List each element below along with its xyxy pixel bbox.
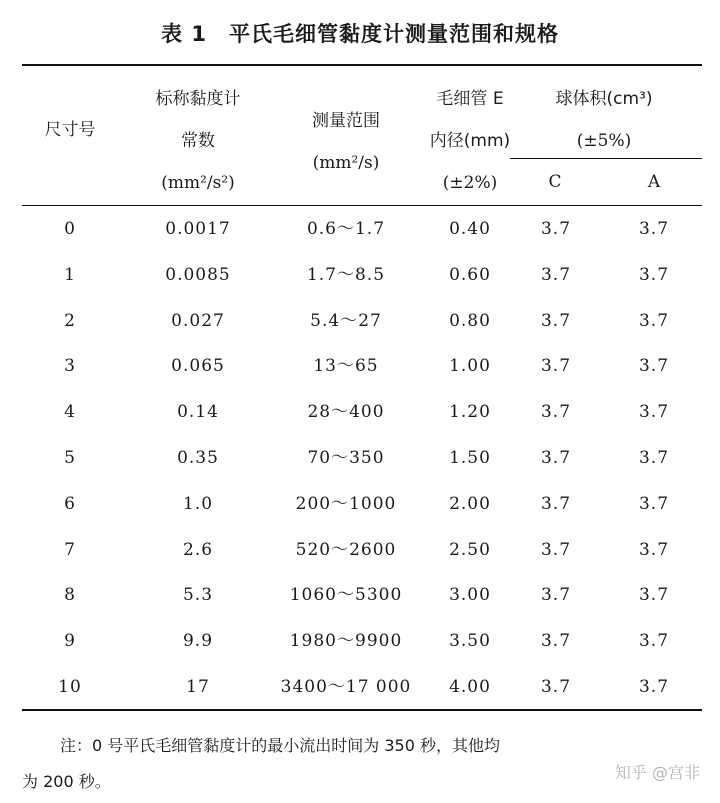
cell-bulb-a: 3.7 <box>638 402 670 423</box>
cell-nominal-constant: 0.14 <box>177 402 219 423</box>
cell-capillary-diameter: 0.80 <box>449 310 491 331</box>
header-range-line1: 测量范围 <box>312 111 380 131</box>
cell-capillary-diameter: 3.00 <box>449 585 491 606</box>
header-bulb-tol: (±5%) <box>576 131 632 151</box>
cell-size-no: 1 <box>64 264 76 285</box>
cell-measuring-range: 70～350 <box>307 448 385 468</box>
table-row <box>22 206 702 252</box>
cell-bulb-a: 3.7 <box>638 448 670 468</box>
cell-nominal-constant: 0.35 <box>177 448 219 468</box>
header-bulb-a: A <box>647 172 661 192</box>
cell-measuring-range: 1980～9900 <box>289 631 403 652</box>
cell-capillary-diameter: 4.00 <box>449 677 491 697</box>
cell-bulb-c: 3.7 <box>540 585 572 606</box>
header-range-unit: (mm²/s) <box>312 153 380 173</box>
table-bottom-rule <box>22 709 702 711</box>
cell-capillary-diameter: 3.50 <box>449 631 491 652</box>
cell-nominal-constant: 5.3 <box>182 585 214 606</box>
cell-nominal-constant: 2.6 <box>182 539 214 560</box>
cell-bulb-c: 3.7 <box>540 448 572 468</box>
cell-measuring-range: 13～65 <box>313 356 379 377</box>
cell-measuring-range: 1060～5300 <box>289 585 403 606</box>
cell-bulb-a: 3.7 <box>638 539 670 560</box>
cell-size-no: 9 <box>64 631 76 652</box>
cell-bulb-c: 3.7 <box>540 402 572 423</box>
watermark: 知乎 @宫非 <box>614 763 700 782</box>
header-nominal-unit: (mm²/s²) <box>161 173 235 193</box>
cell-capillary-diameter: 2.00 <box>449 493 491 514</box>
cell-bulb-a: 3.7 <box>638 585 670 606</box>
cell-bulb-c: 3.7 <box>540 493 572 514</box>
cell-bulb-c: 3.7 <box>540 539 572 560</box>
header-nominal-line2: 常数 <box>181 131 215 151</box>
cell-measuring-range: 520～2600 <box>295 539 397 560</box>
header-measuring-range <box>270 100 422 184</box>
table-row <box>22 343 702 389</box>
cell-size-no: 10 <box>58 677 82 697</box>
table-row <box>22 435 702 481</box>
cell-nominal-constant: 9.9 <box>182 631 214 652</box>
table-row <box>22 527 702 573</box>
cell-measuring-range: 28～400 <box>307 402 385 423</box>
table-title: 表 1 平氏毛细管黏度计测量范围和规格 <box>161 22 559 46</box>
cell-size-no: 2 <box>64 310 76 331</box>
header-bulb-volume <box>506 78 702 162</box>
cell-size-no: 0 <box>64 219 76 239</box>
cell-nominal-constant: 0.0017 <box>165 219 231 239</box>
bulb-subheader-rule <box>510 158 702 159</box>
header-capillary-tol: (±2%) <box>442 173 498 193</box>
cell-bulb-c: 3.7 <box>540 264 572 285</box>
header-bulb-line1: 球体积(cm³) <box>555 89 653 109</box>
cell-nominal-constant: 0.0085 <box>165 264 231 285</box>
table-row <box>22 252 702 298</box>
cell-bulb-a: 3.7 <box>638 631 670 652</box>
cell-size-no: 8 <box>64 585 76 606</box>
cell-bulb-a: 3.7 <box>638 219 670 239</box>
cell-bulb-c: 3.7 <box>540 631 572 652</box>
header-nominal-line1: 标称黏度计 <box>155 89 241 109</box>
header-capillary-line1: 毛细管 E <box>436 89 504 109</box>
table-row <box>22 572 702 618</box>
cell-measuring-range: 0.6～1.7 <box>306 219 386 239</box>
cell-capillary-diameter: 0.60 <box>449 264 491 285</box>
cell-bulb-c: 3.7 <box>540 677 572 697</box>
cell-bulb-a: 3.7 <box>638 493 670 514</box>
cell-size-no: 7 <box>64 539 76 560</box>
table-row <box>22 298 702 344</box>
table-row <box>22 664 702 710</box>
cell-measuring-range: 200～1000 <box>295 493 397 514</box>
header-bulb-c: C <box>548 172 562 192</box>
cell-measuring-range: 5.4～27 <box>310 310 382 331</box>
header-nominal-constant <box>118 78 278 204</box>
cell-size-no: 4 <box>64 402 76 423</box>
cell-capillary-diameter: 0.40 <box>449 219 491 239</box>
cell-nominal-constant: 0.065 <box>171 356 225 377</box>
cell-bulb-a: 3.7 <box>638 264 670 285</box>
cell-bulb-a: 3.7 <box>638 677 670 697</box>
cell-nominal-constant: 0.027 <box>171 310 225 331</box>
cell-measuring-range: 3400～17 000 <box>280 677 412 697</box>
table-top-rule <box>22 64 702 66</box>
cell-nominal-constant: 1.0 <box>182 493 214 514</box>
cell-capillary-diameter: 2.50 <box>449 539 491 560</box>
cell-bulb-a: 3.7 <box>638 310 670 331</box>
note-line-1: 注：0 号平氏毛细管黏度计的最小流出时间为 350 秒，其他均 <box>60 736 500 755</box>
cell-size-no: 3 <box>64 356 76 377</box>
header-capillary-line2: 内径(mm) <box>429 131 511 151</box>
cell-capillary-diameter: 1.20 <box>449 402 491 423</box>
cell-nominal-constant: 17 <box>186 677 210 697</box>
cell-size-no: 5 <box>64 448 76 468</box>
cell-capillary-diameter: 1.00 <box>449 356 491 377</box>
note-line-2: 为 200 秒。 <box>22 772 111 791</box>
header-size-no: 尺寸号 <box>44 120 96 140</box>
cell-bulb-a: 3.7 <box>638 356 670 377</box>
table-row <box>22 618 702 664</box>
cell-bulb-c: 3.7 <box>540 356 572 377</box>
cell-measuring-range: 1.7～8.5 <box>306 264 386 285</box>
cell-bulb-c: 3.7 <box>540 219 572 239</box>
cell-bulb-c: 3.7 <box>540 310 572 331</box>
table-row <box>22 389 702 435</box>
table-row <box>22 481 702 527</box>
table-note <box>22 728 706 800</box>
cell-capillary-diameter: 1.50 <box>449 448 491 468</box>
cell-size-no: 6 <box>64 493 76 514</box>
